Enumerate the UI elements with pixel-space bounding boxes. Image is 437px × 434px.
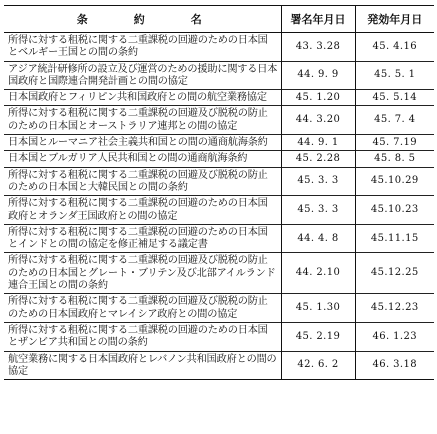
signed-date: 45. 3. 3 [281,196,355,225]
column-header-treaty-name: 条約名 [4,6,281,33]
signed-date: 45. 1.30 [281,294,355,323]
signed-date: 42. 6. 2 [281,351,355,380]
signed-date: 43. 3.28 [281,33,355,62]
table-row [4,151,434,167]
treaty-name: 所得に対する租税に関する二重課税の回避及び脱税の防止のための日本国と大韓民国との間の条約 [4,167,281,196]
table-row [4,224,434,253]
treaty-name: 所得に対する租税に関する二重課税の回避のための日本国とベルギー王国との間の条約 [8,35,268,59]
effective-date: 45. 5. 1 [355,61,434,90]
table-row [4,33,434,62]
signed-date: 44. 9. 9 [281,61,355,90]
column-header-signed-date: 署名年月日 [281,6,355,33]
table-header-row [4,6,434,33]
signed-date: 44. 3.20 [281,106,355,135]
signed-date: 45. 1.20 [281,90,355,106]
table-row [4,90,434,106]
effective-date: 45. 8. 5 [355,151,434,167]
effective-date: 45. 4.16 [355,33,434,62]
table-row [4,61,434,90]
treaty-name: 所得に対する租税に関する二重課税の回避及び脱税の防止のための日本国とグレート・ブリテン及び北部アイルランド連合王国との間の条約 [4,253,281,294]
treaty-name: 航空業務に関する日本国政府とレバノン共和国政府との間の協定 [4,351,281,380]
signed-date: 45. 2.19 [281,322,355,351]
effective-date: 45.11.15 [355,224,434,253]
effective-date: 45.10.23 [355,196,434,225]
table-row [4,106,434,135]
effective-date: 46. 3.18 [355,351,434,380]
treaty-name: 所得に対する租税に関する二重課税の回避のための日本国とザンビア共和国との間の条約 [4,322,281,351]
treaty-name: 所得に対する租税に関する二重課税の回避のための日本国政府とオランダ王国政府との間の協定 [4,196,281,225]
table-row [4,322,434,351]
treaty-name: 日本国政府とフィリピン共和国政府との間の航空業務協定 [4,90,281,106]
table-row [4,196,434,225]
signed-date: 45. 3. 3 [281,167,355,196]
table-row [4,167,434,196]
table-row [4,135,434,151]
treaty-name: 所得に対する租税に関する二重課税の回避及び脱税の防止のための日本国とオーストラリア連邦との間の協定 [4,106,281,135]
effective-date: 45. 7. 4 [355,106,434,135]
effective-date: 45. 7.19 [355,135,434,151]
treaty-name: アジア統計研修所の設立及び運営のための援助に関する日本国政府と国際連合開発計画との間の協定 [4,61,281,90]
effective-date: 45.12.25 [355,253,434,294]
treaty-name: 日本国とブルガリア人民共和国との間の通商航海条約 [4,151,281,167]
effective-date: 45.12.23 [355,294,434,323]
effective-date: 45.10.29 [355,167,434,196]
signed-date: 44. 2.10 [281,253,355,294]
treaty-name: 日本国とルーマニア社会主義共和国との間の通商航海条約 [4,135,281,151]
effective-date: 45. 5.14 [355,90,434,106]
column-header-effective-date: 発効年月日 [355,6,434,33]
treaty-table [4,5,434,380]
signed-date: 44. 4. 8 [281,224,355,253]
signed-date: 45. 2.28 [281,151,355,167]
signed-date: 44. 9. 1 [281,135,355,151]
treaty-name: 所得に対する租税に関する二重課税の回避及び脱税の防止のための日本国政府とマレイシア政府との間の協定 [4,294,281,323]
table-row [4,351,434,380]
table-row [4,294,434,323]
treaty-name: 所得に対する租税に関する二重課税の回避のための日本国とインドとの間の協定を修正補足する議定書 [4,224,281,253]
table-row [4,253,434,294]
effective-date: 46. 1.23 [355,322,434,351]
